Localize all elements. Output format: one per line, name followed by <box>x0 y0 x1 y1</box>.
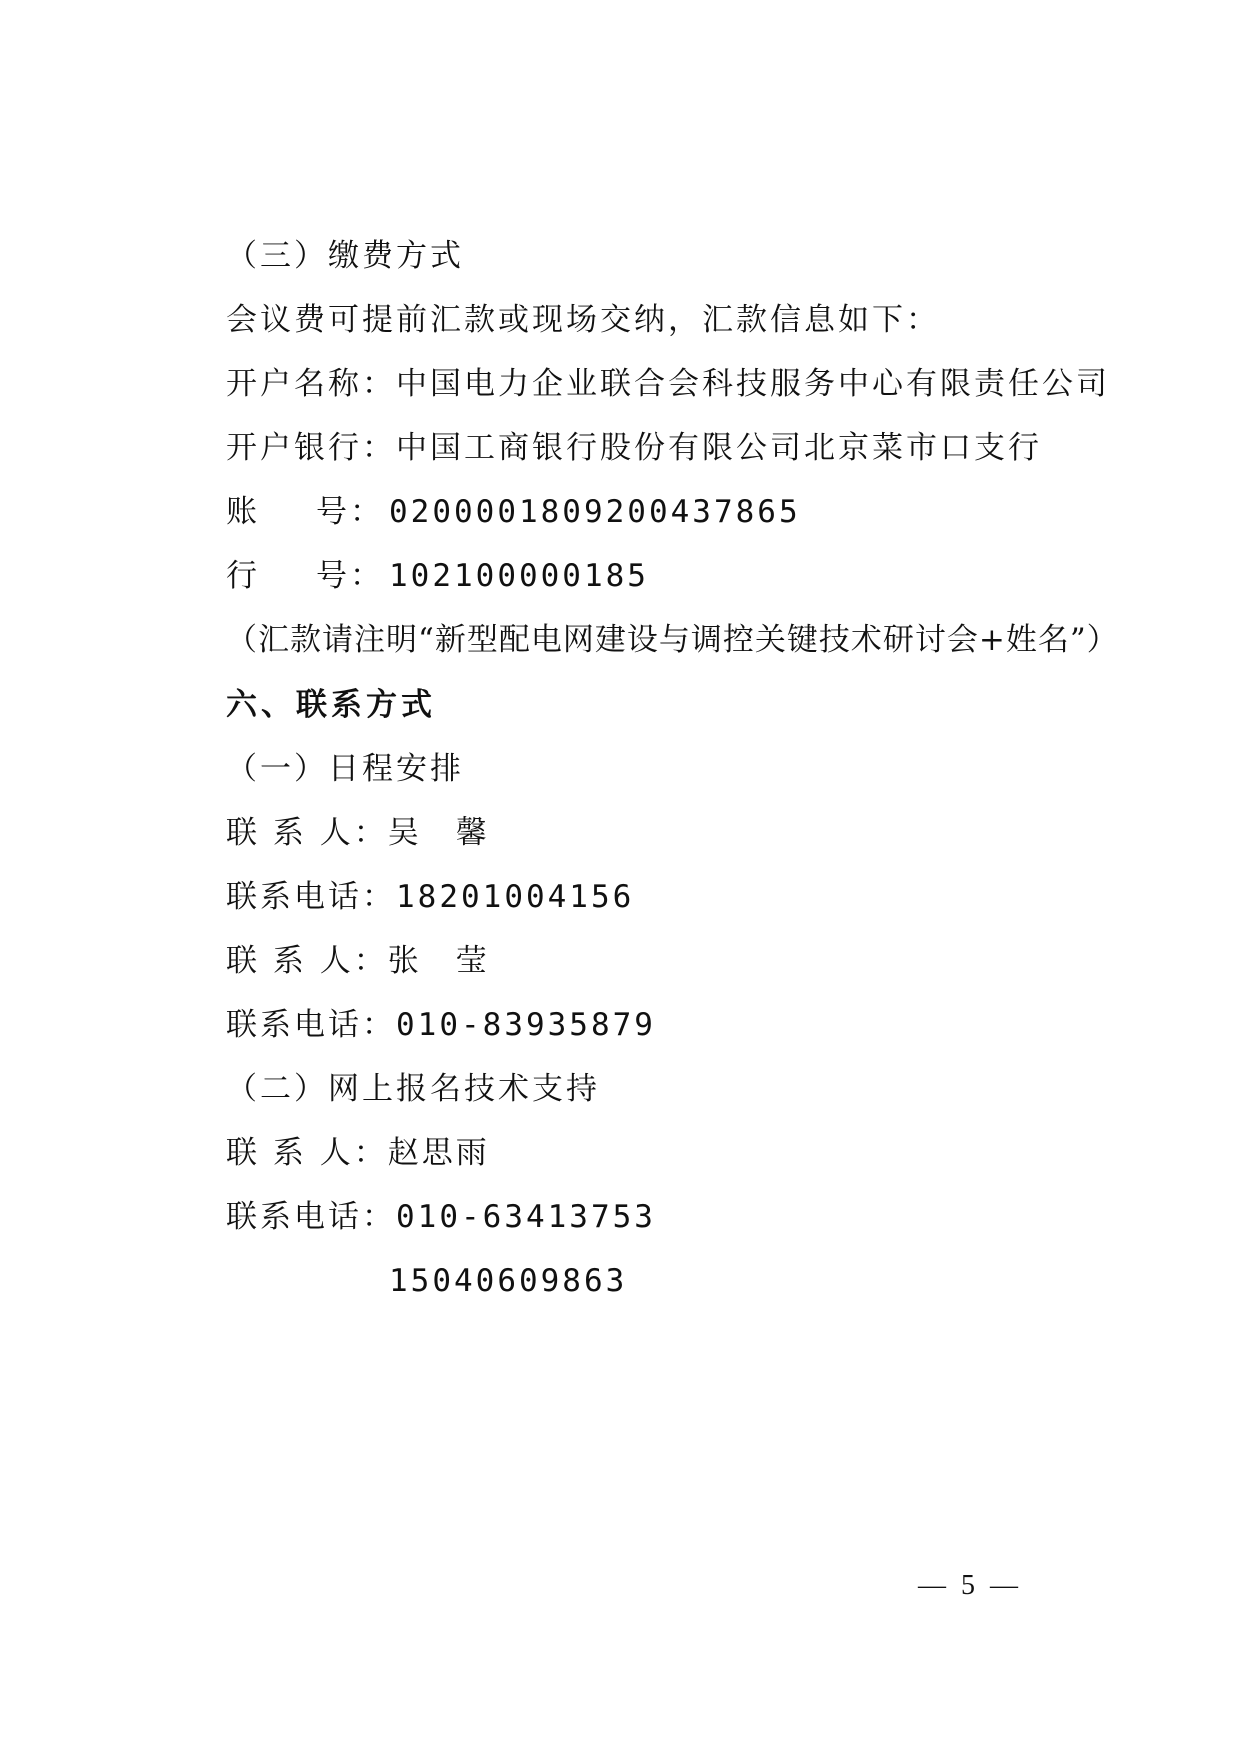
remittance-remark: （汇款请注明“新型配电网建设与调控关键技术研讨会+姓名”） <box>226 622 1119 658</box>
account-name-value: 中国电力企业联合会科技服务中心有限责任公司 <box>396 366 1110 402</box>
bank-code-value: 102100000185 <box>389 558 649 594</box>
schedule-phone-1-label: 联系电话： <box>226 879 396 915</box>
schedule-contact-1-row <box>226 813 490 853</box>
registration-phone-alt <box>389 1261 627 1301</box>
registration-contact-row <box>226 1133 490 1173</box>
schedule-phone-1-value: 18201004156 <box>396 879 635 915</box>
bank-code-label-char: 行 <box>226 558 260 594</box>
bank-code-label-suffix: 号： <box>316 558 384 594</box>
bank-value: 中国工商银行股份有限公司北京菜市口支行 <box>396 430 1042 466</box>
schedule-phone-2-label: 联系电话： <box>226 1007 396 1043</box>
schedule-contact-2-name: 张 莹 <box>387 943 490 979</box>
registration-phone-row <box>226 1197 656 1237</box>
page-number: — 5 — <box>918 1570 1022 1601</box>
account-name-label: 开户名称： <box>226 366 396 402</box>
bank-row <box>226 428 1042 468</box>
schedule-contact-1-name: 吴 馨 <box>387 815 490 851</box>
schedule-contact-2-label: 联 系 人： <box>226 943 388 979</box>
registration-support-heading: （二）网上报名技术支持 <box>226 1071 600 1107</box>
payment-intro: 会议费可提前汇款或现场交纳，汇款信息如下： <box>226 302 940 338</box>
contact-section-heading: 六、联系方式 <box>226 687 436 723</box>
schedule-phone-2-value: 010-83935879 <box>396 1007 656 1043</box>
account-number-row <box>226 492 801 532</box>
account-name-row <box>226 364 1110 404</box>
registration-phone-value: 010-63413753 <box>396 1199 656 1235</box>
account-number-label-suffix: 号： <box>316 494 384 530</box>
schedule-phone-1-row <box>226 877 634 917</box>
schedule-contact-1-label: 联 系 人： <box>226 815 388 851</box>
account-number-value: 0200001809200437865 <box>389 494 801 530</box>
registration-phone-alt-value: 15040609863 <box>389 1263 628 1299</box>
schedule-contact-2-row <box>226 941 490 981</box>
registration-phone-label: 联系电话： <box>226 1199 396 1235</box>
schedule-heading: （一）日程安排 <box>226 751 464 787</box>
payment-method-heading: （三）缴费方式 <box>226 238 464 274</box>
bank-label: 开户银行： <box>226 430 396 466</box>
schedule-phone-2-row <box>226 1005 656 1045</box>
account-number-label-char: 账 <box>226 494 260 530</box>
registration-contact-label: 联 系 人： <box>226 1135 388 1171</box>
bank-code-row <box>226 556 649 596</box>
registration-contact-name: 赵思雨 <box>387 1135 490 1171</box>
